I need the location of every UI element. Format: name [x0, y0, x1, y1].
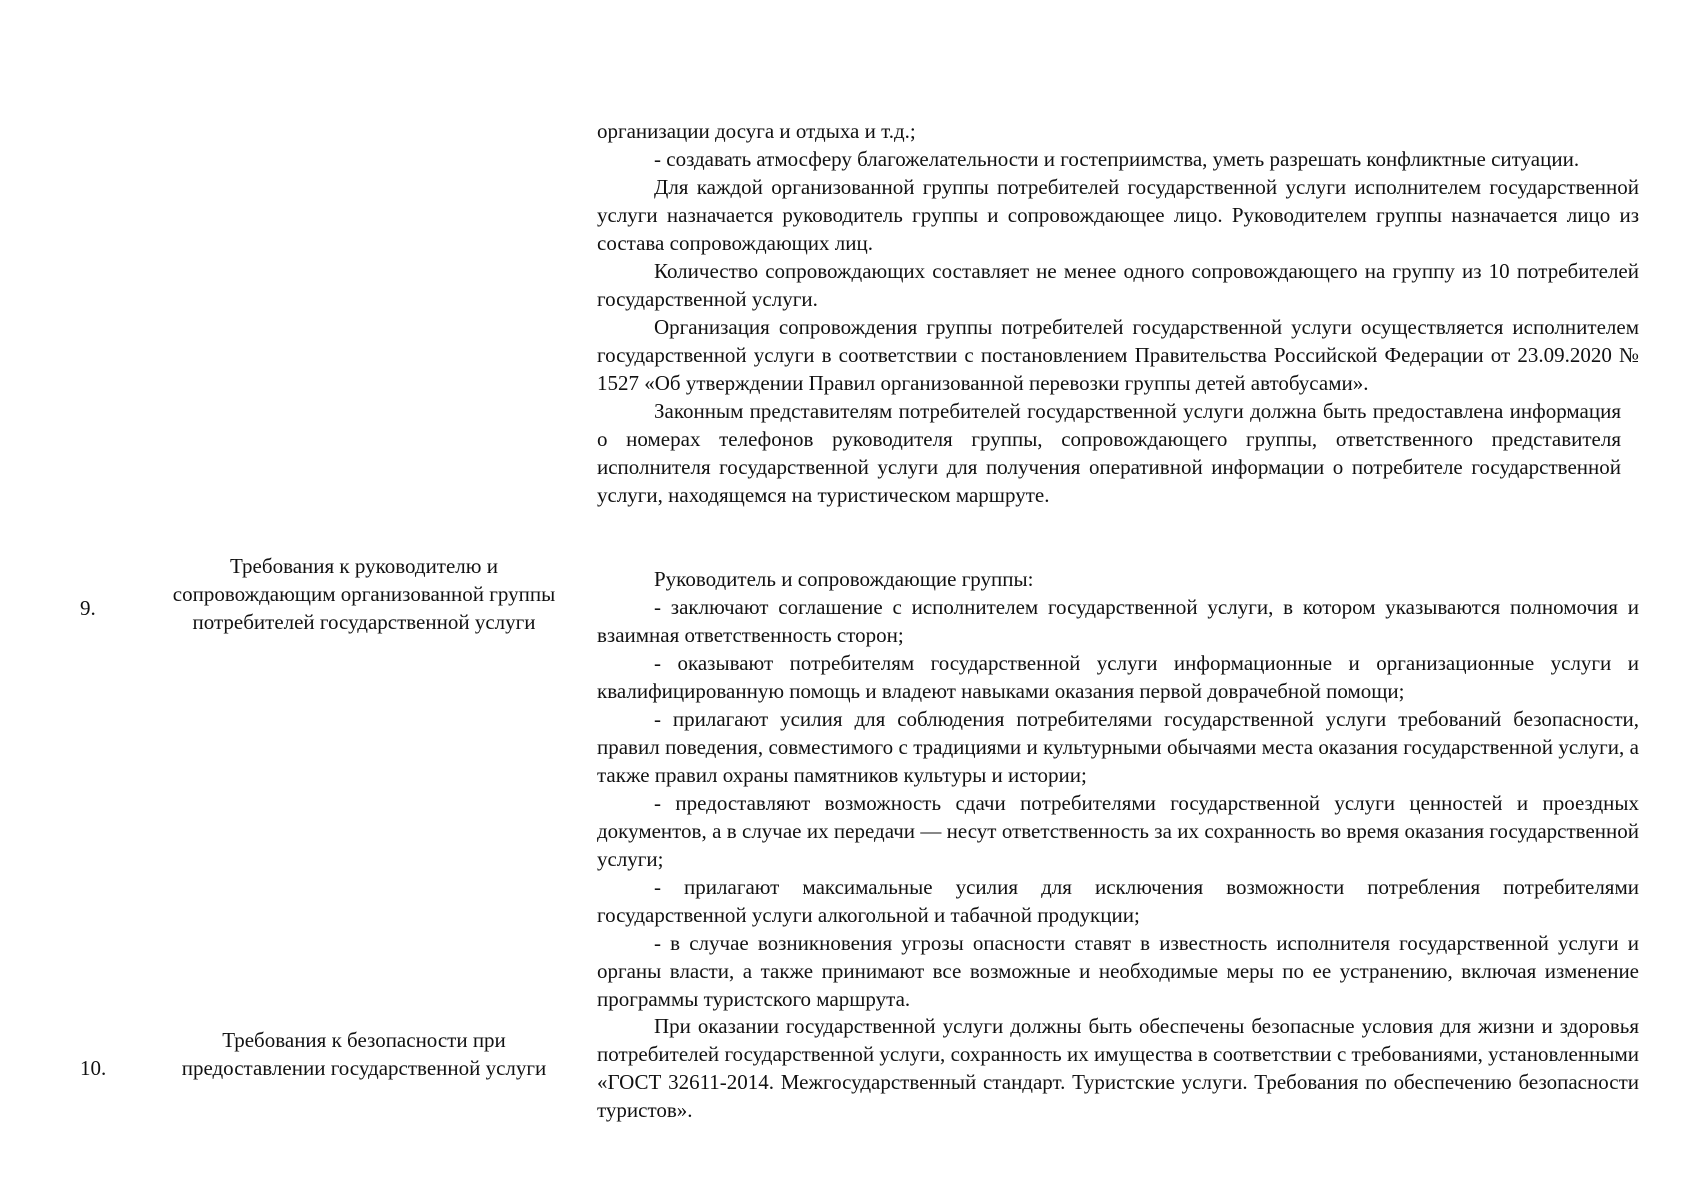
row-10-content	[597, 1012, 1639, 1124]
row-10-number: 10.	[80, 1056, 107, 1080]
paragraph: организации досуга и отдыха и т.д.;	[597, 119, 916, 143]
paragraph: - в случае возникновения угрозы опасности ставят в известность исполнителя государственной услуги и органы власти, а также принимают все возможные и необходимые меры по ее устранению, включая изменение программы туристского маршрута.	[597, 931, 1639, 1011]
paragraph: - оказывают потребителям государственной услуги информационные и организационные услуги и квалифицированную помощь и владеют навыками оказания первой доврачебной помощи;	[597, 651, 1639, 703]
paragraph: Для каждой организованной группы потребителей государственной услуги исполнителем государственной услуги назначается руководитель группы и сопровождающее лицо. Руководителем группы назначается лицо из состава сопровождающих лиц.	[597, 175, 1639, 255]
paragraph: - предоставляют возможность сдачи потребителями государственной услуги ценностей и проездных документов, а в случае их передачи — несут ответственность за их сохранность во время оказания государственной услуги;	[597, 791, 1639, 871]
row-10-title: Требования к безопасности при предоставлении государственной услуги	[181, 1028, 547, 1080]
paragraph: - прилагают максимальные усилия для исключения возможности потребления потребителями государственной услуги алкогольной и табачной продукции;	[597, 875, 1639, 927]
paragraph: При оказании государственной услуги должны быть обеспечены безопасные условия для жизни и здоровья потребителей государственной услуги, сохранность их имущества в соответствии с требованиями, установленными «ГОСТ 32611-2014. Межгосударственный стандарт. Туристские услуги. Требования по обеспечению безопасности туристов».	[597, 1014, 1639, 1122]
paragraph: - создавать атмосферу благожелательности и гостеприимства, уметь разрешать конфликтные ситуации.	[654, 147, 1580, 171]
row-9-title: Требования к руководителю и сопровождающим организованной группы потребителей государственной услуги	[172, 554, 556, 634]
paragraph: - заключают соглашение с исполнителем государственной услуги, в котором указываются полномочия и взаимная ответственность сторон;	[597, 595, 1639, 647]
previous-row-content	[597, 117, 1639, 509]
paragraph: Количество сопровождающих составляет не менее одного сопровождающего на группу из 10 потребителей государственной услуги.	[597, 259, 1639, 311]
paragraph: - прилагают усилия для соблюдения потребителями государственной услуги требований безопасности, правил поведения, совместимого с традициями и культурными обычаями места оказания государственной услуги, а также правил охраны памятников культуры и истории;	[597, 707, 1639, 787]
paragraph: Организация сопровождения группы потребителей государственной услуги осуществляется исполнителем государственной услуги в соответствии с постановлением Правительства Российской Федерации от 23.09.2020 № 1527 «Об утверждении Правил организованной перевозки группы детей автобусами».	[597, 315, 1639, 395]
row-9-content	[597, 565, 1639, 1013]
paragraph: Руководитель и сопровождающие группы:	[654, 567, 1034, 591]
paragraph: Законным представителям потребителей государственной услуги должна быть предоставлена информация о номерах телефонов руководителя группы, сопровождающего группы, ответственного представителя исполнителя государственной услуги для получения оперативной информации о потребителе государственной услуги, находящемся на туристическом маршруте.	[597, 399, 1621, 507]
row-9-number: 9.	[80, 596, 96, 620]
